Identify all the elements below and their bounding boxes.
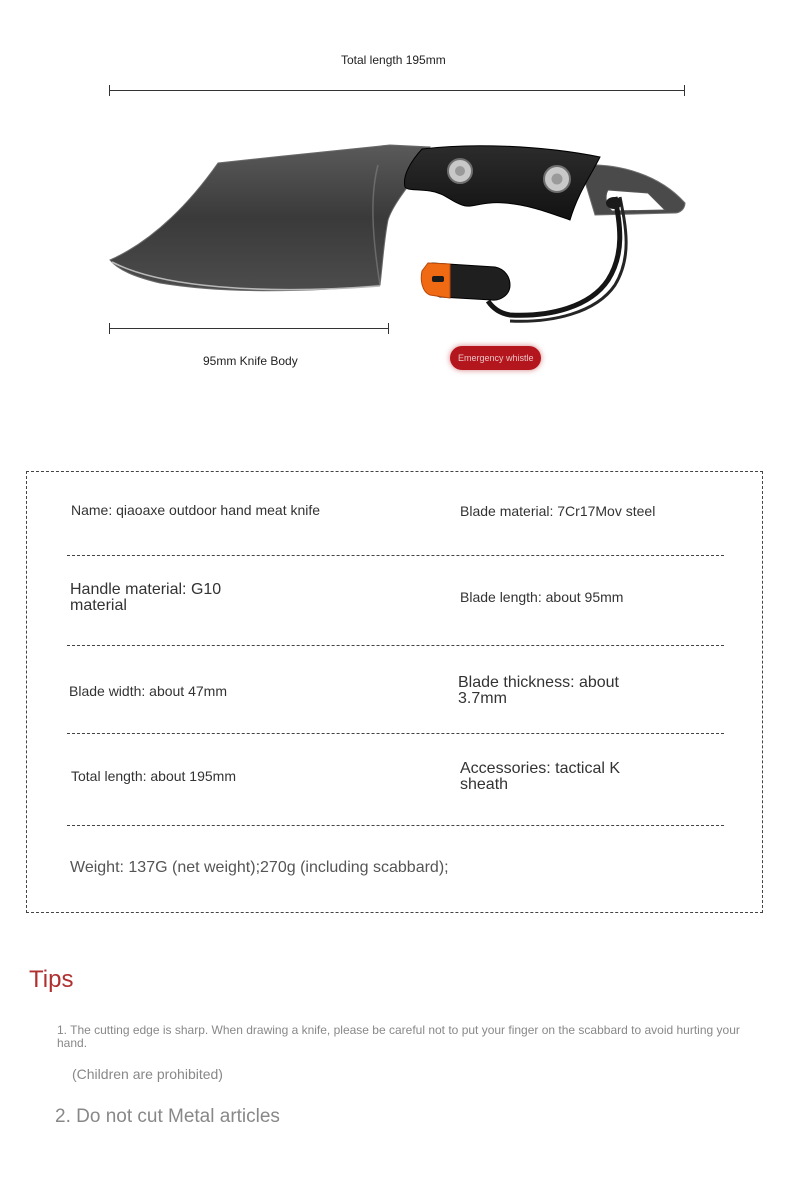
- emergency-whistle-badge: Emergency whistle: [450, 346, 541, 370]
- tips-title: Tips: [29, 966, 74, 993]
- knife-illustration: [100, 135, 700, 345]
- spec-weight: Weight: 137G (net weight);270g (including scabbard);: [70, 859, 449, 876]
- knife-body-dimension-line: [109, 328, 389, 329]
- spec-name: Name: qiaoaxe outdoor hand meat knife: [71, 502, 321, 518]
- tip-1: 1. The cutting edge is sharp. When drawing a knife, please be careful not to put your finger on the scabbard to avoid hurting your hand.: [57, 1023, 740, 1050]
- spec-blade-length: Blade length: about 95mm: [460, 589, 624, 605]
- spec-blade-material: Blade material: 7Cr17Mov steel: [460, 503, 656, 519]
- tip-1-note: (Children are prohibited): [72, 1066, 223, 1082]
- spec-row-divider: [67, 645, 724, 646]
- spec-accessories: Accessories: tactical K sheath: [460, 760, 621, 793]
- spec-row-divider: [67, 825, 724, 826]
- total-length-dimension-line: [109, 90, 685, 91]
- tip-2: 2. Do not cut Metal articles: [55, 1106, 280, 1127]
- spec-total-length: Total length: about 195mm: [71, 768, 236, 784]
- lanyard-knot: [606, 197, 622, 209]
- knife-body-label: 95mm Knife Body: [203, 354, 298, 368]
- spec-row-divider: [67, 733, 724, 734]
- blade: [110, 145, 430, 291]
- spec-blade-width: Blade width: about 47mm: [69, 683, 227, 699]
- spec-blade-thickness: Blade thickness: about 3.7mm: [458, 674, 619, 707]
- spec-row-divider: [67, 555, 724, 556]
- emergency-whistle: [421, 263, 510, 300]
- knife-handle: [404, 146, 600, 220]
- spec-handle-material: Handle material: G10 material: [70, 581, 222, 614]
- total-length-label: Total length 195mm: [341, 53, 446, 67]
